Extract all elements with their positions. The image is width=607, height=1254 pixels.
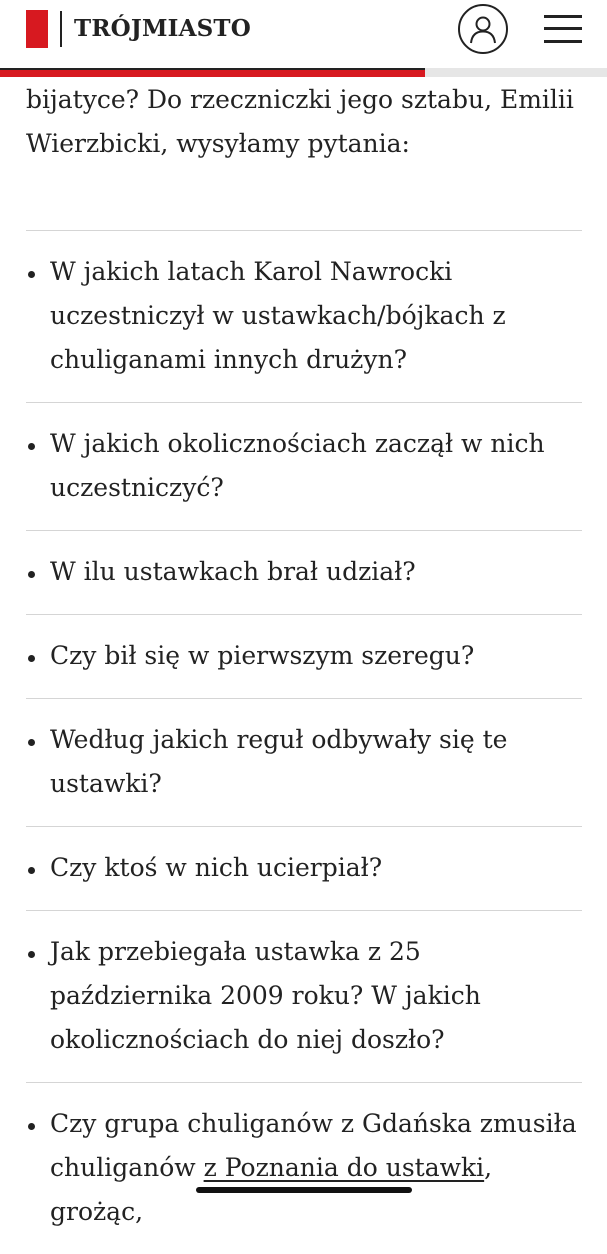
list-item bbox=[26, 1083, 582, 1254]
list-item: Czy bił się w pierwszym szeregu? bbox=[26, 615, 582, 699]
list-item: Jak przebiegała ustawka z 25 października 2009 roku? W jakich okolicznościach do niej doszło? bbox=[26, 911, 582, 1083]
list-item: W jakich latach Karol Nawrocki uczestniczył w ustawkach/bójkach z chuliganami innych drużyn? bbox=[26, 231, 582, 403]
home-indicator[interactable] bbox=[196, 1187, 412, 1193]
logo-divider bbox=[60, 11, 62, 47]
list-item-text: Czy grupa chuliganów z Gdańska zmusiła chuliganów bbox=[50, 1109, 577, 1182]
user-icon bbox=[467, 13, 499, 45]
account-button[interactable] bbox=[458, 4, 508, 54]
article-body bbox=[26, 78, 582, 1254]
intro-paragraph: bijatyce? Do rzeczniczki jego sztabu, Emilii Wierzbicki, wysyłamy pytania: bbox=[26, 85, 574, 158]
brand-logo[interactable] bbox=[26, 10, 48, 48]
questions-list bbox=[26, 230, 582, 1254]
list-item: Czy ktoś w nich ucierpiał? bbox=[26, 827, 582, 911]
site-header bbox=[0, 0, 607, 70]
hamburger-menu-icon bbox=[544, 15, 582, 18]
article-link[interactable]: z Poznania do ustawki bbox=[203, 1153, 485, 1182]
list-item: Według jakich reguł odbywały się te ustawki? bbox=[26, 699, 582, 827]
list-item: W jakich okolicznościach zaczął w nich uczestniczyć? bbox=[26, 403, 582, 531]
section-title[interactable]: TRÓJMIASTO bbox=[74, 15, 251, 42]
reading-progress-bar bbox=[0, 70, 425, 77]
list-item-text: , grożąc, bbox=[50, 1153, 493, 1226]
menu-button[interactable] bbox=[544, 13, 582, 45]
reading-progress-remaining bbox=[425, 68, 607, 77]
list-item: W ilu ustawkach brał udział? bbox=[26, 531, 582, 615]
